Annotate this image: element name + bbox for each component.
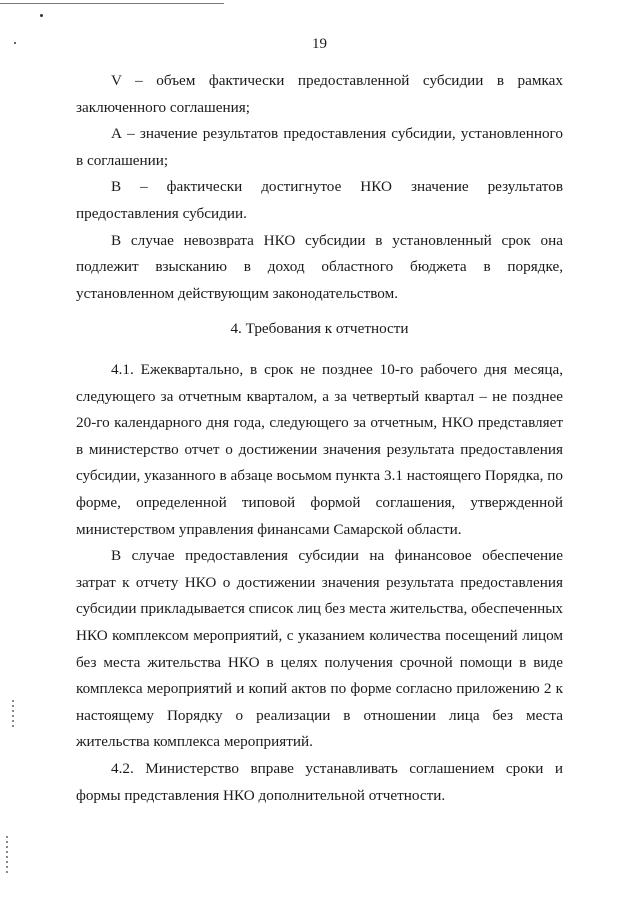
scan-speck — [40, 14, 43, 17]
scan-top-rule — [0, 3, 224, 4]
paragraph-v-definition: V – объем фактически предоставленной субсидии в рамках заключенного соглашения; — [76, 72, 563, 116]
paragraph-4-2: 4.2. Министерство вправе устанавливать соглашением сроки и формы представления НКО дополнительной отчетности. — [76, 759, 563, 804]
paragraph-a-definition: А – значение результатов предоставления субсидии, установленного в соглашении; — [76, 125, 563, 169]
scan-margin-dots — [6, 836, 8, 876]
scan-margin-dots — [12, 700, 14, 728]
paragraph-non-return: В случае невозврата НКО субсидии в установленный срок она подлежит взысканию в доход областного бюджета в порядке, установленном действующим законодательством. — [76, 231, 563, 302]
paragraph-4-1: 4.1. Ежеквартально, в срок не позднее 10-го рабочего дня месяца, следующего за отчетным кварталом, а за четвертый квартал – не позднее 20-го календарного дня года, следующего за отчетным, НКО представляет в министерство отчет о достижении значения результата предоставления субсидии, указанного в абзаце восьмом пункта 3.1 настоящего Порядка, по форме, определенной типовой формой соглашения, утвержденной министерством управления финансами Самарской области. — [76, 361, 563, 538]
section-heading: 4. Требования к отчетности — [230, 320, 409, 337]
paragraph-report-attachments: В случае предоставления субсидии на финансовое обеспечение затрат к отчету НКО о достижении значения результата предоставления субсидии прикладывается список лиц без места жительства, обеспеченных НКО комплексом мероприятий, с указанием количества посещений лицом без места жительства НКО в целях получения срочной помощи в виде комплекса мероприятий и копий актов по форме согласно приложению 2 к настоящему Порядку о реализации в отношении лица без места жительства комплекса мероприятий. — [76, 547, 563, 751]
text-block-bottom — [76, 357, 563, 809]
page-number: 19 — [312, 36, 327, 52]
text-block-top — [76, 68, 563, 307]
paragraph-b-definition: В – фактически достигнутое НКО значение результатов предоставления субсидии. — [76, 178, 563, 222]
